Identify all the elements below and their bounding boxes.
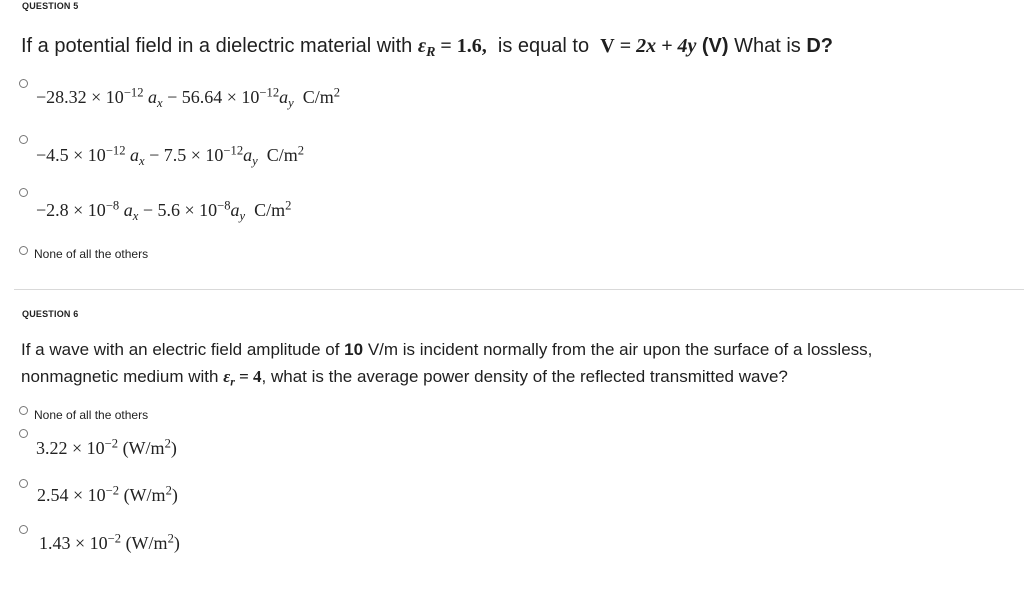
question-5-text — [21, 35, 834, 61]
q5-v-expr: = 2x + 4y — [614, 35, 697, 57]
question-6-text — [21, 336, 1011, 390]
q6-opt4-exp: −2 — [107, 531, 122, 546]
q5-opt3-unit: C/m — [245, 200, 286, 220]
q5-opt2-ay-sub: y — [252, 153, 258, 168]
question-5-label: QUESTION 5 — [22, 1, 79, 11]
q5-opt3-ay: a — [230, 200, 240, 220]
q5-text-mid: is equal to — [486, 35, 601, 57]
q5-opt3-ax-sub: x — [132, 208, 139, 223]
q5-opt1-exp-y: −12 — [259, 85, 280, 100]
q6-option-3[interactable] — [37, 485, 178, 506]
q5-opt1-unit: C/m — [293, 87, 334, 107]
q6-opt2-unit-exp: 2 — [164, 436, 171, 451]
q6-eps-symbol: ε — [223, 367, 231, 386]
q6-opt4-unit-exp: 2 — [167, 531, 174, 546]
q5-option-2[interactable] — [36, 145, 304, 166]
q5-option-1-radio[interactable] — [19, 79, 28, 88]
q5-opt2-unit-exp: 2 — [297, 143, 305, 158]
q5-opt2-exp-x: −12 — [105, 143, 126, 158]
q5-opt2-ax-sub: x — [139, 153, 145, 168]
q5-opt1-unit-exp: 2 — [333, 85, 341, 100]
q6-opt2-exp: −2 — [104, 436, 119, 451]
q5-d-symbol: D? — [806, 35, 834, 57]
q5-opt2-coef-y: − 7.5 × 10 — [144, 145, 224, 165]
q6-opt2-unit: (W/m — [118, 438, 165, 458]
q5-opt1-ay: a — [279, 87, 289, 107]
question-6-label: QUESTION 6 — [22, 309, 79, 319]
q6-eps-sub: r — [230, 374, 235, 389]
q5-eps-sub: R — [426, 45, 436, 61]
q5-option-3[interactable] — [36, 200, 291, 221]
q6-opt3-base: 2.54 × 10 — [37, 485, 106, 505]
q5-opt2-exp-y: −12 — [223, 143, 244, 158]
q6-opt3-unit: (W/m — [119, 485, 166, 505]
q6-opt4-base: 1.43 × 10 — [39, 533, 108, 553]
q6-option-2-radio[interactable] — [19, 429, 28, 438]
q5-v-unit: (V) — [696, 35, 729, 57]
q5-opt1-ax-sub: x — [157, 95, 163, 110]
q6-opt3-close: ) — [171, 485, 178, 505]
q5-opt3-exp-y: −8 — [217, 198, 231, 213]
q5-opt1-coef-y: − 56.64 × 10 — [162, 87, 260, 107]
q6-line1-post: V/m is incident normally from the air upon the surface of a lossless, — [363, 340, 873, 359]
q6-amplitude: 10 — [344, 340, 364, 359]
q5-eps-value: = 1.6, — [435, 35, 487, 57]
q6-line2-pre: nonmagnetic medium with — [21, 367, 224, 386]
q5-opt1-coef-x: −28.32 × 10 — [36, 87, 124, 107]
question-divider — [14, 289, 1024, 290]
q6-option-1-label[interactable]: None of all the others — [34, 408, 149, 422]
q5-opt1-ay-sub: y — [288, 95, 294, 110]
q6-option-2[interactable] — [36, 438, 177, 459]
q5-option-4-radio[interactable] — [19, 246, 28, 255]
q5-opt2-ax: a — [125, 145, 140, 165]
q6-line2-post: , what is the average power density of the reflected transmitted wave? — [261, 367, 788, 386]
q6-option-1-radio[interactable] — [19, 406, 28, 415]
q5-opt3-coef-y: − 5.6 × 10 — [138, 200, 218, 220]
q5-opt3-ay-sub: y — [239, 208, 246, 223]
q5-opt2-unit: C/m — [257, 145, 298, 165]
q5-opt1-exp-x: −12 — [123, 85, 144, 100]
q6-opt3-unit-exp: 2 — [165, 483, 172, 498]
q5-opt2-coef-x: −4.5 × 10 — [36, 145, 106, 165]
q5-text-pre: If a potential field in a dielectric material with — [21, 35, 418, 57]
q6-opt4-close: ) — [173, 533, 180, 553]
q5-option-2-radio[interactable] — [19, 135, 28, 144]
q6-option-4[interactable] — [39, 533, 180, 554]
q6-opt2-close: ) — [170, 438, 177, 458]
q6-option-3-radio[interactable] — [19, 479, 28, 488]
q5-opt3-coef-x: −2.8 × 10 — [36, 200, 106, 220]
q6-option-4-radio[interactable] — [19, 525, 28, 534]
q6-line-1 — [21, 336, 1011, 363]
q6-line-2 — [21, 363, 1011, 390]
q5-opt1-ax: a — [143, 87, 158, 107]
q6-opt4-unit: (W/m — [121, 533, 168, 553]
q5-option-1[interactable] — [36, 87, 340, 108]
q5-opt3-unit-exp: 2 — [285, 198, 292, 213]
q5-text-post: What is — [728, 35, 807, 57]
q5-opt3-exp-x: −8 — [105, 198, 120, 213]
q5-eps-symbol: ε — [417, 35, 427, 57]
q5-v-symbol: V — [600, 35, 615, 57]
q5-option-4-label[interactable]: None of all the others — [34, 247, 149, 261]
q6-opt2-base: 3.22 × 10 — [36, 438, 105, 458]
q5-opt3-ax: a — [119, 200, 133, 220]
q6-line1-pre: If a wave with an electric field amplitude of — [21, 340, 345, 359]
q6-eps-value: = 4 — [234, 367, 262, 386]
q5-opt2-ay: a — [243, 145, 253, 165]
q6-opt3-exp: −2 — [105, 483, 120, 498]
q5-option-3-radio[interactable] — [19, 188, 28, 197]
